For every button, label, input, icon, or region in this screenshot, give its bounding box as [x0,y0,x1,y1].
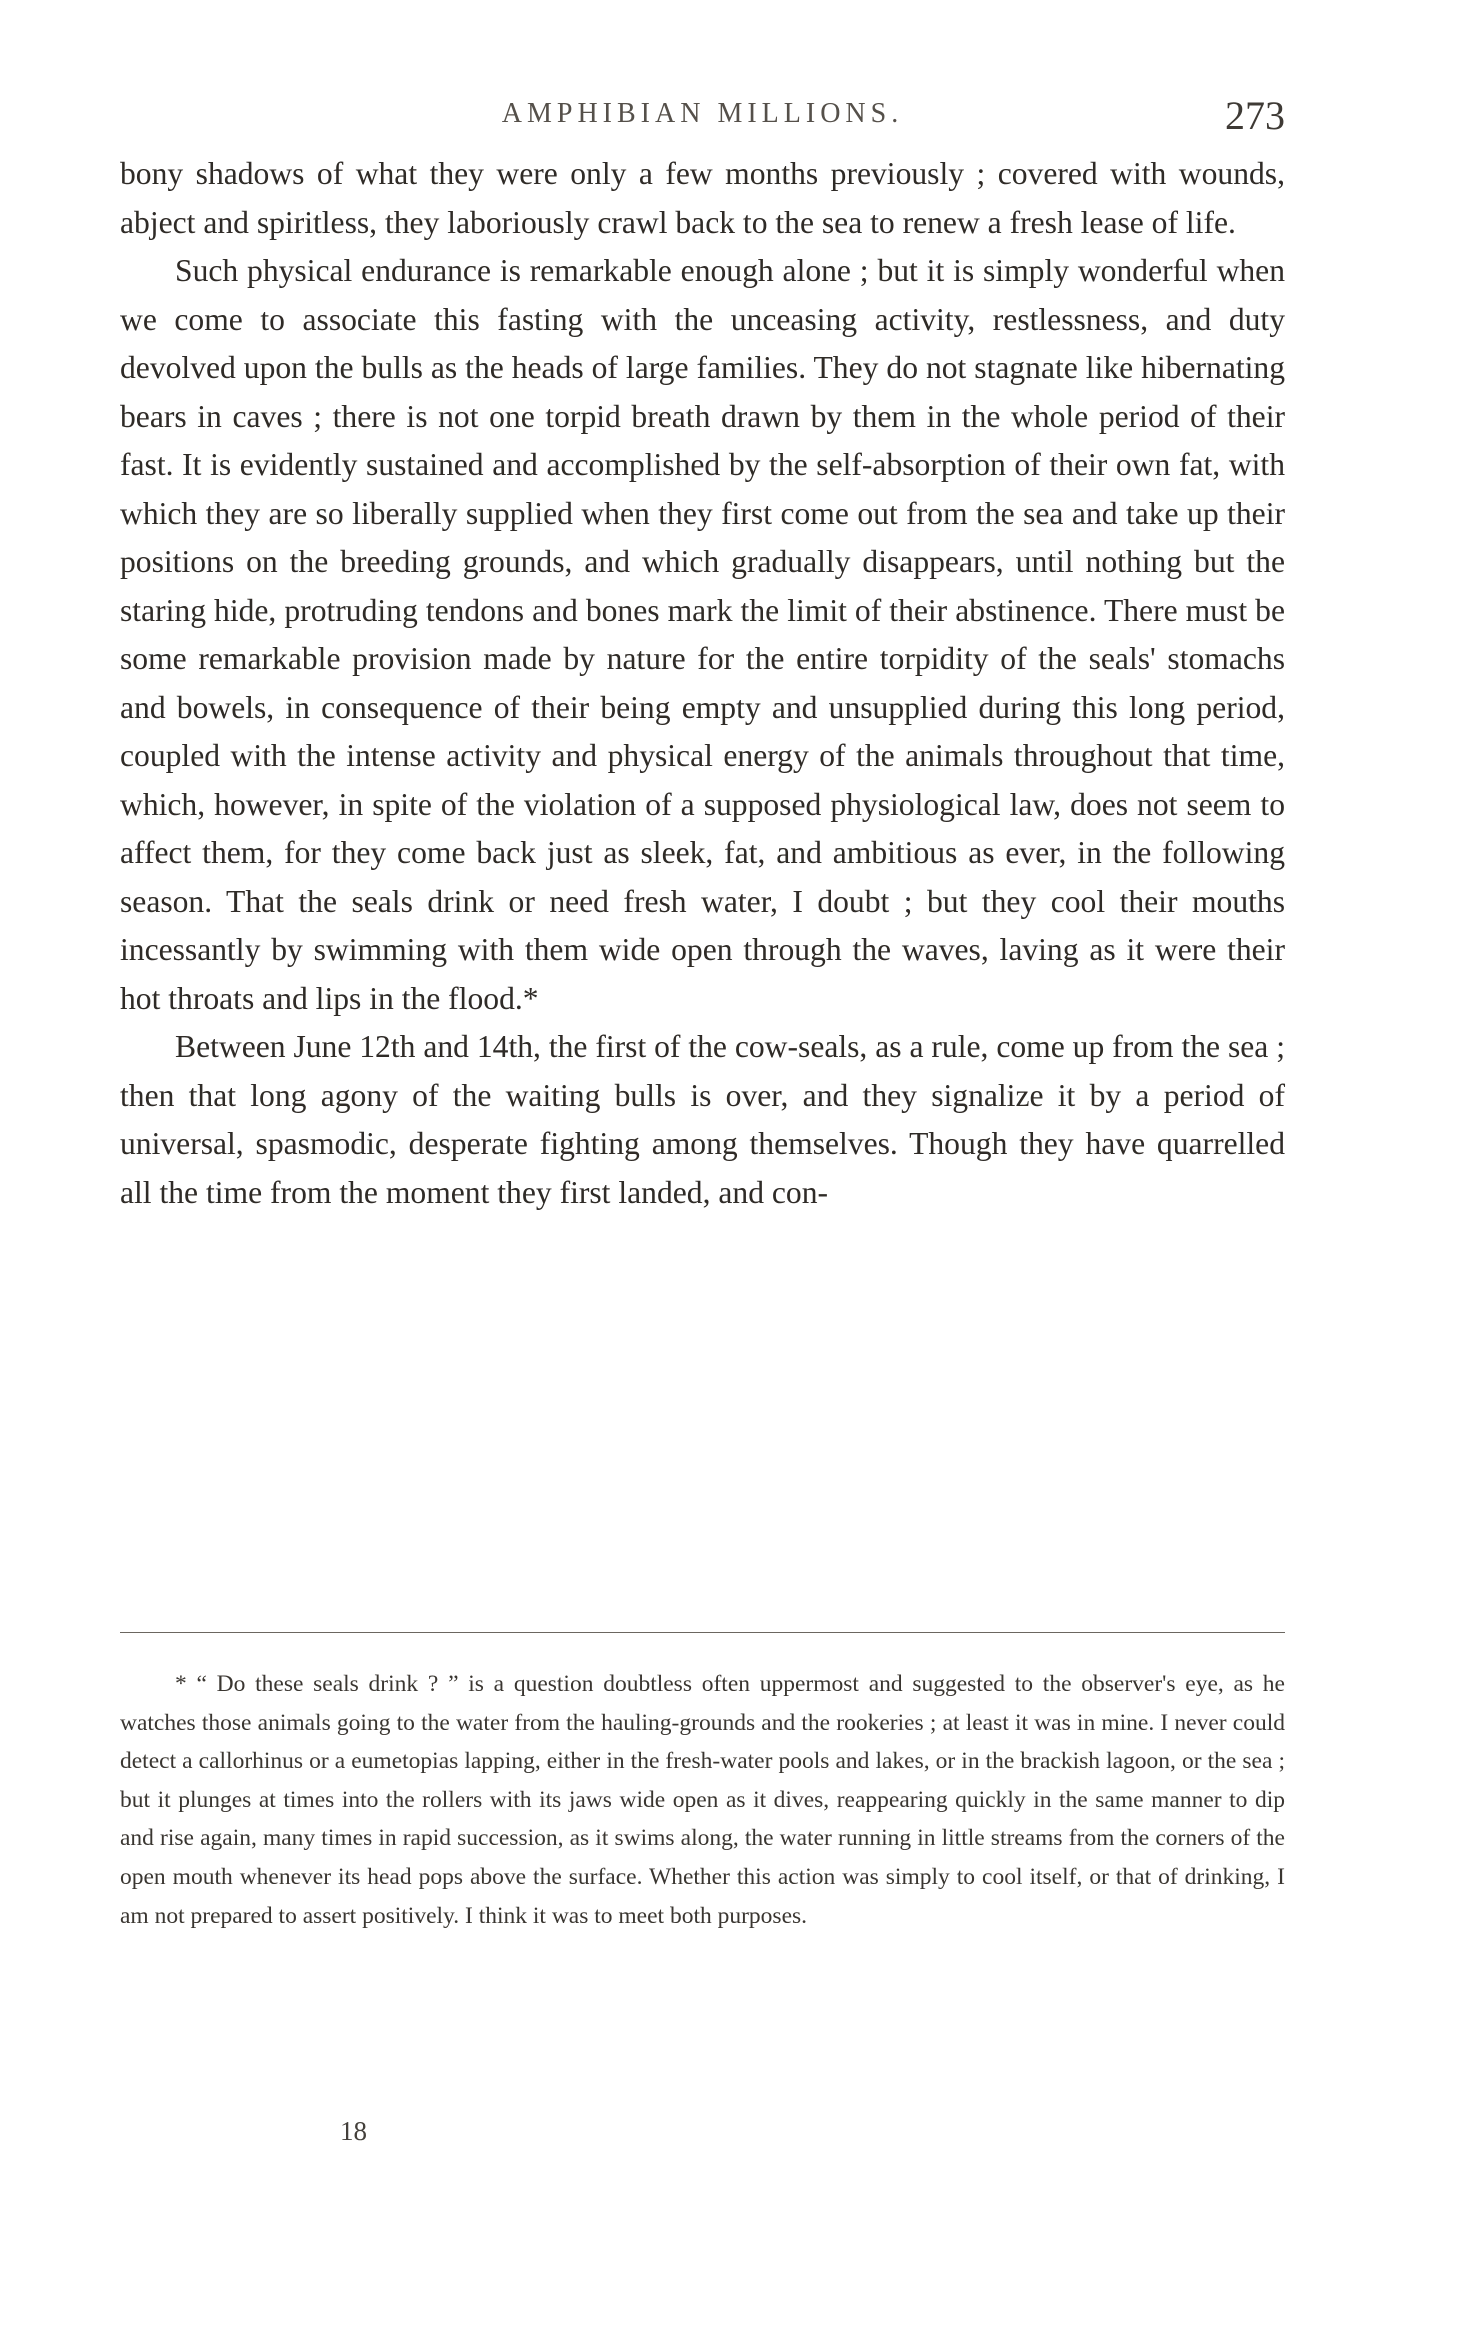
paragraph-endurance: Such physical endurance is remarkable enough alone ; but it is simply wonderful when we come to associate this fasting with the unceasing activity, restlessness, and duty devolved upon the bulls as the heads of large families. They do not stagnate like hibernating bears in caves ; there is not one torpid breath drawn by them in the whole period of their fast. It is evidently sustained and accomplished by the self-absorption of their own fat, with which they are so liberally supplied when they first come out from the sea and take up their positions on the breeding grounds, and which gradually disappears, until nothing but the staring hide, protruding tendons and bones mark the limit of their abstinence. There must be some remarkable provision made by nature for the entire torpidity of the seals' stomachs and bowels, in consequence of their being empty and unsupplied during this long period, coupled with the intense activity and physical energy of the animals throughout that time, which, however, in spite of the violation of a supposed physiological law, does not seem to affect them, for they come back just as sleek, fat, and ambitious as ever, in the following season. That the seals drink or need fresh water, I doubt ; but they cool their mouths incessantly by swimming with them wide open through the waves, laving as it were their hot throats and lips in the flood.* [120,253,1285,1016]
footnote-text: * “ Do these seals drink ? ” is a question doubtless often uppermost and suggested to the observer's eye, as he watches those animals going to the water from the hauling-grounds and the rookeries ; at least it was in mine. I never could detect a callorhinus or a eumetopias lapping, either in the fresh-water pools and lakes, or in the brackish lagoon, or the sea ; but it plunges at times into the rollers with its jaws wide open as it dives, reappearing quickly in the same manner to dip and rise again, many times in rapid succession, as it swims along, the water running in little streams from the corners of the open mouth whenever its head pops above the surface. Whether this action was simply to cool itself, or that of drinking, I am not prepared to assert positively. I think it was to meet both purposes. [120,1671,1285,1929]
footnote [120,1665,1285,1935]
footnote-divider [120,1632,1285,1633]
page-header [120,92,1285,142]
running-title: AMPHIBIAN MILLIONS. [501,98,904,129]
main-text [120,150,1285,1217]
signature-mark: 18 [340,2116,367,2146]
page-number: 273 [1225,93,1285,138]
paragraph-cow-seals: Between June 12th and 14th, the first of the cow-seals, as a rule, come up from the sea ; then that long agony of the waiting bulls is over, and they signalize it by a period of universal, spasmodic, desperate fighting among themselves. Though they have quarrelled all the time from the moment they first landed, and con- [120,1029,1285,1210]
paragraph-continued: bony shadows of what they were only a few months previously ; covered with wounds, abject and spiritless, they laboriously crawl back to the sea to renew a fresh lease of life. [120,156,1285,240]
